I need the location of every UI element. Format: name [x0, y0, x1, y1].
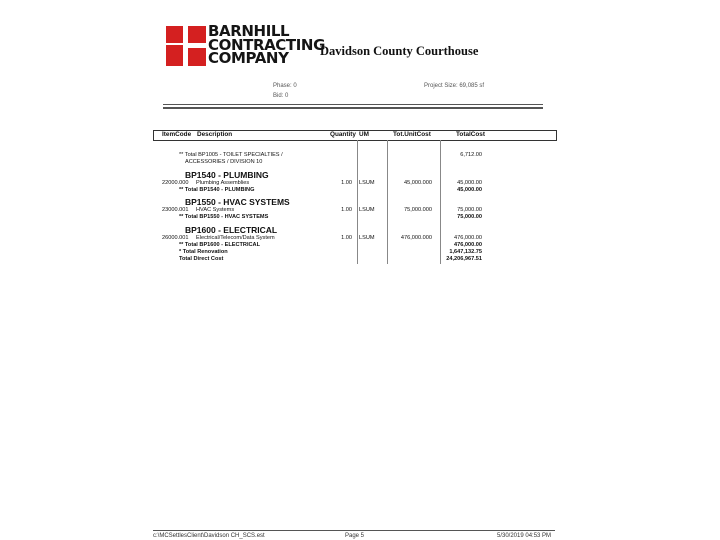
header-rule-top	[163, 104, 543, 105]
item-code: 22000.000	[162, 180, 189, 186]
company-name-line2: CONTRACTING	[208, 35, 325, 54]
section-title-plumbing: BP1540 - PLUMBING	[185, 170, 269, 180]
subtotal-hvac-label: ** Total BP1550 - HVAC SYSTEMS	[179, 214, 269, 220]
item-description: HVAC Systems	[196, 207, 235, 213]
company-name	[208, 22, 325, 68]
item-description: Electrical/Telecom/Data System	[196, 235, 275, 241]
item-description: Plumbing Assemblies	[196, 180, 250, 186]
subtotal-plumbing-value: 45,000.00	[457, 187, 482, 193]
project-size-label: Project Size: 69,085 sf	[424, 83, 485, 89]
bid-label: Bid: 0	[273, 93, 289, 99]
footer-page-number: Page 5	[345, 533, 365, 539]
header-rule-bottom	[163, 107, 543, 109]
item-quantity: 1.00	[341, 180, 352, 186]
section-title-electrical: BP1600 - ELECTRICAL	[185, 225, 278, 235]
item-code: 26000.001	[162, 235, 189, 241]
item-code: 23000.001	[162, 207, 189, 213]
col-description: Description	[197, 131, 233, 138]
item-um: LSUM	[359, 180, 375, 186]
company-name-line1: BARNHILL	[208, 22, 290, 40]
footer-date: 5/30/2019 04:53 PM	[497, 533, 552, 539]
col-um: UM	[359, 131, 369, 138]
total-direct-cost-value: 24,206,967.51	[446, 256, 482, 262]
item-quantity: 1.00	[341, 235, 352, 241]
col-sep-unitcost	[387, 140, 388, 264]
col-quantity: Quantity	[330, 131, 356, 138]
phase-label: Phase: 0	[273, 83, 297, 89]
company-logo-icon	[166, 26, 206, 66]
item-unitcost: 45,000.000	[404, 180, 432, 186]
subtotal-hvac-value: 75,000.00	[457, 214, 482, 220]
item-um: LSUM	[359, 235, 375, 241]
project-title: Davidson County Courthouse	[320, 44, 479, 58]
total-bp1005-label-1: ** Total BP1005 - TOILET SPECIALTIES /	[179, 152, 283, 158]
item-totalcost: 45,000.00	[457, 180, 482, 186]
footer-rule	[153, 530, 555, 531]
col-itemcode: ItemCode	[162, 131, 192, 138]
company-name-line3: COMPANY	[208, 49, 289, 68]
subtotal-electrical-label: ** Total BP1600 - ELECTRICAL	[179, 242, 261, 248]
section-title-hvac: BP1550 - HVAC SYSTEMS	[185, 197, 290, 207]
item-totalcost: 476,000.00	[454, 235, 482, 241]
total-bp1005-value: 6,712.00	[460, 152, 482, 158]
total-renovation-value: 1,647,132.75	[449, 249, 482, 255]
item-quantity: 1.00	[341, 207, 352, 213]
subtotal-electrical-value: 476,000.00	[454, 242, 482, 248]
footer-file-path: c:\MCSettlesClient\Davidson CH_SCS.est	[153, 533, 265, 539]
total-bp1005-label-2: ACCESSORIES / DIVISION 10	[185, 159, 263, 165]
item-unitcost: 476,000.000	[400, 235, 432, 241]
item-totalcost: 75,000.00	[457, 207, 482, 213]
item-um: LSUM	[359, 207, 375, 213]
col-unitcost: Tot.UnitCost	[393, 131, 431, 138]
total-direct-cost-label: Total Direct Cost	[179, 256, 224, 262]
total-renovation-label: * Total Renovation	[179, 249, 228, 255]
col-totalcost: TotalCost	[456, 131, 485, 138]
col-sep-um	[357, 140, 358, 264]
subtotal-plumbing-label: ** Total BP1540 - PLUMBING	[179, 187, 255, 193]
item-unitcost: 75,000.000	[404, 207, 432, 213]
